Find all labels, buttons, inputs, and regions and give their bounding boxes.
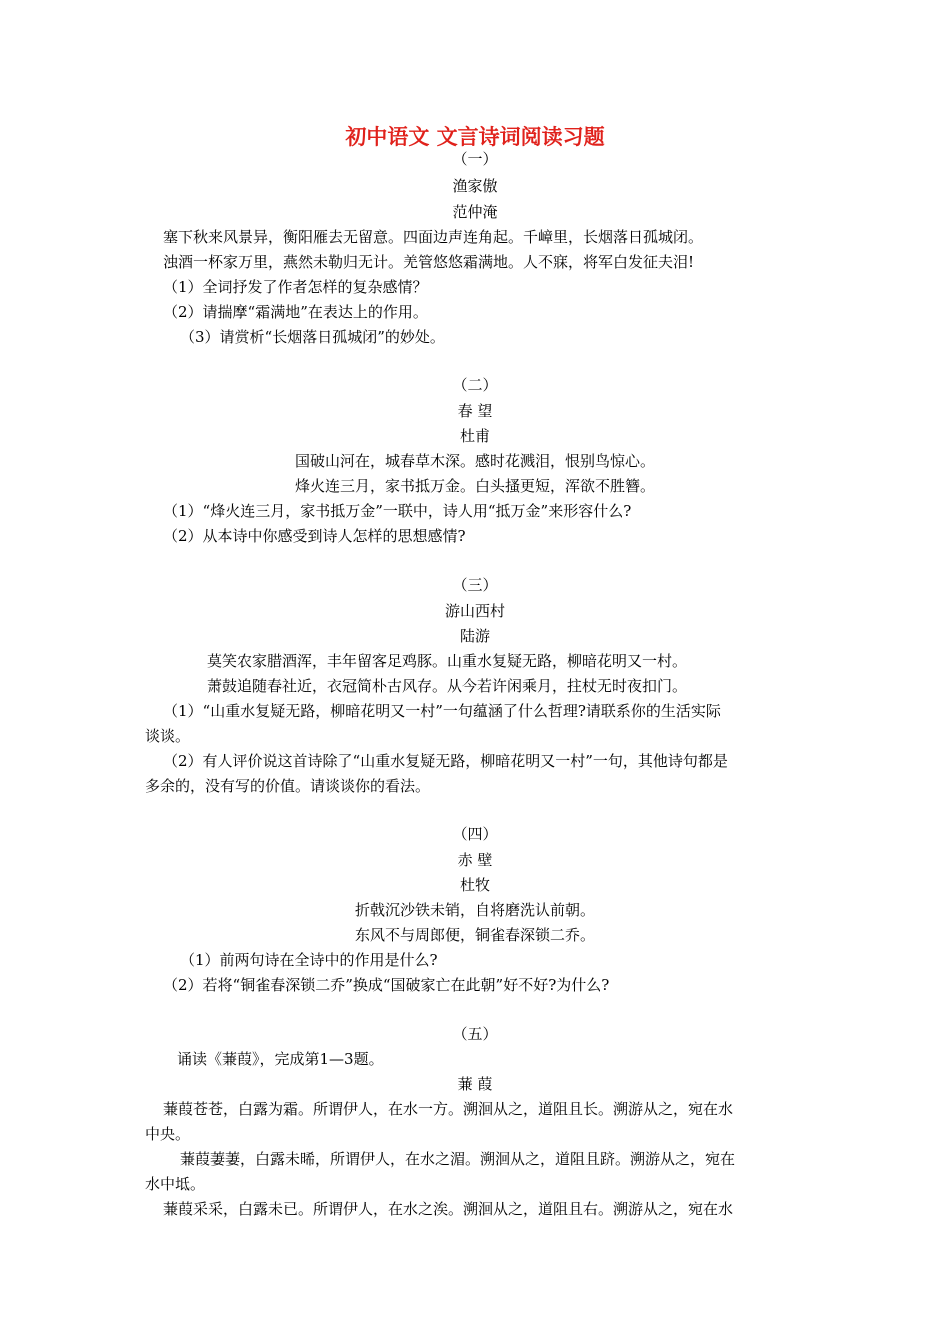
- question: 多余的，没有写的价值。请谈谈你的看法。: [145, 777, 431, 795]
- poem-line: 国破山河在，城春草木深。感时花溅泪，恨别鸟惊心。: [294, 452, 655, 470]
- poem-title: 蒹 葭: [457, 1075, 493, 1093]
- question: （2）若将“铜雀春深锁二乔”换成“国破家亡在此朝”好不好?为什么?: [163, 976, 610, 994]
- question: （1）“烽火连三月，家书抵万金”一联中，诗人用“抵万金”来形容什么?: [163, 502, 632, 520]
- poem-line: 浊酒一杯家万里，燕然未勒归无计。羌管悠悠霜满地。人不寐，将军白发征夫泪!: [163, 253, 695, 271]
- poem-line: 折戟沉沙铁未销，自将磨洗认前朝。: [354, 901, 595, 919]
- question: （2）有人评价说这首诗除了“山重水复疑无路，柳暗花明又一村”一句，其他诗句都是: [163, 752, 728, 770]
- poem-line: 蒹葭萋萋，白露未晞，所谓伊人，在水之湄。溯洄从之，道阻且跻。溯游从之，宛在: [180, 1150, 736, 1168]
- poem-author: 杜甫: [459, 427, 490, 445]
- question: （3）请赏析“长烟落日孤城闭”的妙处。: [180, 328, 445, 346]
- page-title: 初中语文 文言诗词阅读习题: [345, 124, 605, 149]
- poem-line: 蒹葭苍苍，白露为霜。所谓伊人，在水一方。溯洄从之，道阻且长。溯游从之，宛在水: [163, 1100, 734, 1118]
- poem-title: 渔家傲: [452, 177, 498, 195]
- poem-author: 范仲淹: [452, 203, 498, 221]
- poem-line: 东风不与周郎便，铜雀春深锁二乔。: [354, 926, 595, 944]
- poem-title: 游山西村: [444, 602, 505, 620]
- question: （1）“山重水复疑无路，柳暗花明又一村”一句蕴涵了什么哲理?请联系你的生活实际: [163, 702, 721, 720]
- question: （2）从本诗中你感受到诗人怎样的思想感情?: [163, 527, 466, 545]
- question: （2）请揣摩“霜满地”在表达上的作用。: [163, 303, 428, 321]
- question: （1）前两句诗在全诗中的作用是什么?: [180, 951, 438, 969]
- poem-title: 赤 壁: [457, 851, 493, 869]
- poem-line: 莫笑农家腊酒浑，丰年留客足鸡豚。山重水复疑无路，柳暗花明又一村。: [207, 652, 688, 670]
- poem-line: 塞下秋来风景异，衡阳雁去无留意。四面边声连角起。千嶂里，长烟落日孤城闭。: [163, 228, 704, 246]
- section-intro: 诵读《蒹葭》，完成第1—3题。: [177, 1050, 384, 1068]
- section-number: （五）: [452, 1025, 498, 1043]
- section-number: （二）: [452, 376, 498, 394]
- poem-line: 烽火连三月，家书抵万金。白头搔更短，浑欲不胜簪。: [294, 477, 655, 495]
- section-number: （四）: [452, 825, 498, 843]
- poem-author: 杜牧: [459, 876, 490, 894]
- poem-title: 春 望: [457, 402, 493, 420]
- poem-line: 中央。: [145, 1125, 191, 1143]
- poem-author: 陆游: [459, 627, 490, 645]
- question: （1）全词抒发了作者怎样的复杂感情？: [163, 278, 428, 296]
- poem-line: 水中坻。: [145, 1175, 206, 1193]
- poem-line: 蒹葭采采，白露未已。所谓伊人，在水之涘。溯洄从之，道阻且右。溯游从之，宛在水: [163, 1200, 734, 1218]
- poem-line: 萧鼓追随春社近，衣冠简朴古风存。从今若许闲乘月，拄杖无时夜扣门。: [207, 677, 688, 695]
- section-number: （一）: [452, 150, 498, 168]
- section-number: （三）: [452, 576, 498, 594]
- question: 谈谈。: [145, 727, 191, 745]
